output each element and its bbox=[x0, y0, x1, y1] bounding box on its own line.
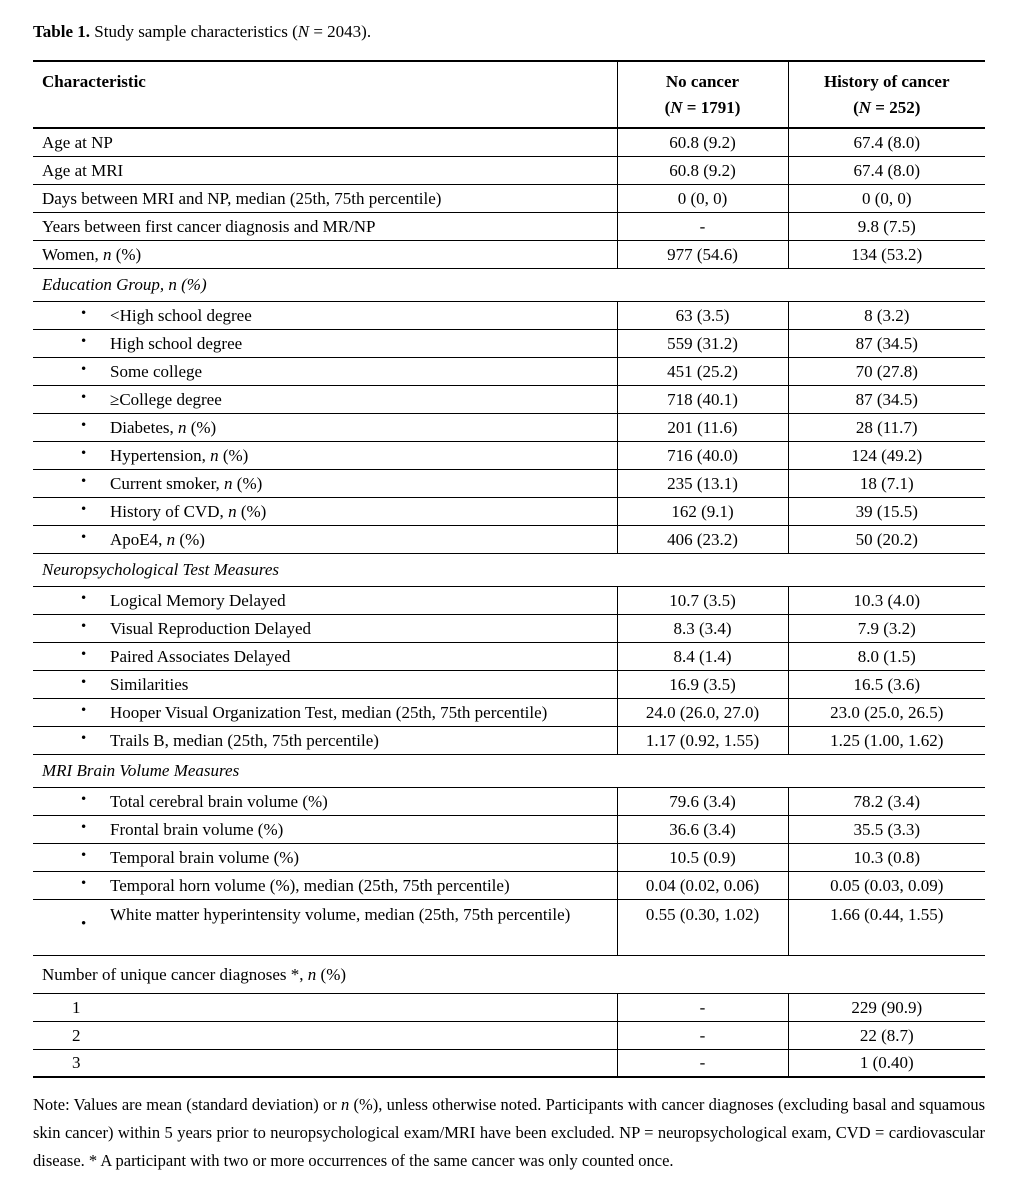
history-of-cancer-value-cell: 10.3 (0.8) bbox=[788, 843, 985, 871]
table-row bbox=[33, 698, 985, 726]
bullet-icon: • bbox=[81, 618, 87, 635]
text-segment: n bbox=[177, 417, 187, 437]
text-segment: Table 1. bbox=[33, 22, 91, 41]
table-row bbox=[33, 469, 985, 497]
text-segment: N bbox=[670, 98, 683, 117]
characteristic-cell bbox=[33, 787, 617, 815]
text-segment: (%), unless otherwise noted. Participants with cancer diagnoses (excluding basal and squamous skin cancer) within 5 years prior to neuropsychological exam/MRI have been excluded. NP = neuropsychological exam, CVD = cardiovascular disease. * A participant with two or more occurrences of the same cancer was only counted once. bbox=[33, 1095, 985, 1170]
characteristic-cell bbox=[33, 698, 617, 726]
history-of-cancer-value-cell: 78.2 (3.4) bbox=[788, 787, 985, 815]
table-row bbox=[33, 614, 985, 642]
no-cancer-value-cell: 36.6 (3.4) bbox=[617, 815, 788, 843]
text-segment: N bbox=[297, 22, 310, 41]
no-cancer-value-cell: 201 (11.6) bbox=[617, 413, 788, 441]
table-row bbox=[33, 357, 985, 385]
bullet-icon: • bbox=[81, 389, 87, 406]
characteristic-cell bbox=[33, 240, 617, 268]
text-segment: Temporal brain volume (%) bbox=[110, 847, 300, 867]
table-row bbox=[33, 642, 985, 670]
history-of-cancer-value-cell: 229 (90.9) bbox=[788, 993, 985, 1021]
no-cancer-value-cell: 451 (25.2) bbox=[617, 357, 788, 385]
characteristic-cell bbox=[33, 1049, 617, 1077]
history-of-cancer-value-cell: 8.0 (1.5) bbox=[788, 642, 985, 670]
history-of-cancer-value-cell: 50 (20.2) bbox=[788, 525, 985, 553]
history-of-cancer-value-cell: 8 (3.2) bbox=[788, 301, 985, 329]
text-segment: ≥College degree bbox=[110, 389, 222, 409]
characteristic-cell bbox=[33, 1021, 617, 1049]
bullet-icon: • bbox=[81, 590, 87, 607]
section-header-label bbox=[33, 268, 985, 301]
bullet-icon: • bbox=[81, 915, 87, 932]
no-cancer-value-cell: - bbox=[617, 212, 788, 240]
text-segment: (%) bbox=[175, 529, 205, 549]
characteristic-cell bbox=[33, 329, 617, 357]
no-cancer-value-cell: 8.4 (1.4) bbox=[617, 642, 788, 670]
bullet-icon: • bbox=[81, 646, 87, 663]
text-segment: Number of unique cancer diagnoses *, bbox=[42, 964, 308, 984]
text-segment: ( bbox=[853, 98, 859, 117]
col-header-history-of-cancer bbox=[788, 61, 985, 128]
characteristic-cell bbox=[33, 670, 617, 698]
col-header-characteristic: Characteristic bbox=[42, 72, 146, 91]
table-row bbox=[33, 871, 985, 899]
no-cancer-value-cell: 0.55 (0.30, 1.02) bbox=[617, 899, 788, 955]
text-segment: History of cancer bbox=[823, 72, 950, 91]
history-of-cancer-value-cell: 16.5 (3.6) bbox=[788, 670, 985, 698]
history-of-cancer-value-cell: 23.0 (25.0, 26.5) bbox=[788, 698, 985, 726]
no-cancer-value-cell: 60.8 (9.2) bbox=[617, 156, 788, 184]
bullet-icon: • bbox=[81, 791, 87, 808]
text-segment: n bbox=[341, 1095, 350, 1114]
table-caption bbox=[33, 21, 985, 43]
characteristic-cell bbox=[33, 525, 617, 553]
study-sample-characteristics-table bbox=[33, 60, 985, 1078]
section-header-label bbox=[33, 955, 985, 993]
table-row bbox=[33, 301, 985, 329]
bullet-icon: • bbox=[81, 819, 87, 836]
bullet-icon: • bbox=[81, 529, 87, 546]
table-row bbox=[33, 212, 985, 240]
characteristic-cell bbox=[33, 815, 617, 843]
text-segment: Some college bbox=[110, 361, 203, 381]
text-segment: Logical Memory Delayed bbox=[110, 590, 286, 610]
table-row bbox=[33, 525, 985, 553]
characteristic-cell bbox=[33, 993, 617, 1021]
no-cancer-value-cell: 10.5 (0.9) bbox=[617, 843, 788, 871]
history-of-cancer-value-cell: 67.4 (8.0) bbox=[788, 156, 985, 184]
history-of-cancer-value-cell: 35.5 (3.3) bbox=[788, 815, 985, 843]
history-of-cancer-value-cell: 1.66 (0.44, 1.55) bbox=[788, 899, 985, 955]
characteristic-cell bbox=[33, 156, 617, 184]
no-cancer-value-cell: 0 (0, 0) bbox=[617, 184, 788, 212]
text-segment: (%) bbox=[111, 244, 142, 264]
text-segment: ( bbox=[664, 98, 671, 117]
text-segment: n bbox=[210, 445, 219, 465]
characteristic-cell bbox=[33, 642, 617, 670]
no-cancer-value-cell: 406 (23.2) bbox=[617, 525, 788, 553]
history-of-cancer-value-cell: 67.4 (8.0) bbox=[788, 128, 985, 156]
table-row bbox=[33, 586, 985, 614]
no-cancer-value-cell: 60.8 (9.2) bbox=[617, 128, 788, 156]
text-segment: n bbox=[224, 473, 233, 493]
table-note bbox=[33, 1091, 985, 1175]
characteristic-cell bbox=[33, 899, 617, 955]
text-segment: n bbox=[102, 244, 112, 264]
characteristic-cell bbox=[33, 441, 617, 469]
text-segment: Total cerebral brain volume (%) bbox=[110, 791, 328, 811]
table-row bbox=[33, 1021, 985, 1049]
text-segment: ApoE4, bbox=[110, 529, 167, 549]
table-row bbox=[33, 128, 985, 156]
table-row bbox=[33, 993, 985, 1021]
history-of-cancer-value-cell: 87 (34.5) bbox=[788, 329, 985, 357]
characteristic-cell bbox=[33, 469, 617, 497]
text-segment: = 2043). bbox=[309, 22, 372, 41]
history-of-cancer-value-cell: 1 (0.40) bbox=[788, 1049, 985, 1077]
history-of-cancer-value-cell: 9.8 (7.5) bbox=[788, 212, 985, 240]
text-segment: n bbox=[307, 964, 317, 984]
bullet-icon: • bbox=[81, 501, 87, 518]
bullet-icon: • bbox=[81, 702, 87, 719]
text-segment: 3 bbox=[72, 1053, 81, 1073]
bullet-icon: • bbox=[81, 847, 87, 864]
no-cancer-value-cell: - bbox=[617, 1049, 788, 1077]
bullet-icon: • bbox=[81, 333, 87, 350]
characteristic-cell bbox=[33, 871, 617, 899]
bullet-icon: • bbox=[81, 417, 87, 434]
bullet-icon: • bbox=[81, 730, 87, 747]
text-segment: Diabetes, bbox=[110, 417, 178, 437]
text-segment: Neuropsychological Test Measures bbox=[42, 560, 280, 579]
text-segment: Temporal horn volume (%), median (25th, 75th percentile) bbox=[110, 875, 510, 895]
history-of-cancer-value-cell: 87 (34.5) bbox=[788, 385, 985, 413]
characteristic-cell bbox=[33, 586, 617, 614]
table-row bbox=[33, 156, 985, 184]
section-header-label bbox=[33, 553, 985, 586]
bullet-icon: • bbox=[81, 674, 87, 691]
no-cancer-value-cell: 10.7 (3.5) bbox=[617, 586, 788, 614]
characteristic-cell bbox=[33, 726, 617, 754]
text-segment: White matter hyperintensity volume, median (25th, 75th percentile) bbox=[110, 904, 571, 924]
bullet-icon: • bbox=[81, 445, 87, 462]
no-cancer-value-cell: 977 (54.6) bbox=[617, 240, 788, 268]
text-segment: n bbox=[228, 501, 237, 521]
history-of-cancer-value-cell: 124 (49.2) bbox=[788, 441, 985, 469]
history-of-cancer-value-cell: 1.25 (1.00, 1.62) bbox=[788, 726, 985, 754]
text-segment: 2 bbox=[72, 1025, 81, 1045]
table-row bbox=[33, 670, 985, 698]
table-row bbox=[33, 843, 985, 871]
text-segment: Trails B, median (25th, 75th percentile) bbox=[110, 730, 379, 750]
table-row bbox=[33, 899, 985, 955]
text-segment: (%) bbox=[236, 501, 267, 521]
text-segment: Women, bbox=[42, 244, 103, 264]
history-of-cancer-value-cell: 70 (27.8) bbox=[788, 357, 985, 385]
section-header-label bbox=[33, 754, 985, 787]
text-segment: n bbox=[166, 529, 176, 549]
table-row bbox=[33, 240, 985, 268]
no-cancer-value-cell: 8.3 (3.4) bbox=[617, 614, 788, 642]
characteristic-cell bbox=[33, 301, 617, 329]
text-segment: Frontal brain volume (%) bbox=[110, 819, 284, 839]
text-segment: (%) bbox=[316, 964, 347, 984]
characteristic-cell bbox=[33, 413, 617, 441]
text-segment: (%) bbox=[186, 417, 217, 437]
text-segment: Visual Reproduction Delayed bbox=[110, 618, 312, 638]
text-segment: (%) bbox=[218, 445, 249, 465]
text-segment: <High school degree bbox=[110, 305, 252, 325]
no-cancer-value-cell: 718 (40.1) bbox=[617, 385, 788, 413]
text-segment: 1 bbox=[72, 997, 81, 1017]
text-segment: Hypertension, bbox=[110, 445, 211, 465]
characteristic-cell bbox=[33, 357, 617, 385]
table-row bbox=[33, 815, 985, 843]
text-segment: = 1791) bbox=[682, 98, 741, 117]
history-of-cancer-value-cell: 28 (11.7) bbox=[788, 413, 985, 441]
history-of-cancer-value-cell: 0 (0, 0) bbox=[788, 184, 985, 212]
text-segment: Education Group, n (%) bbox=[42, 275, 207, 294]
characteristic-cell bbox=[33, 843, 617, 871]
characteristic-cell bbox=[33, 212, 617, 240]
no-cancer-value-cell: 162 (9.1) bbox=[617, 497, 788, 525]
no-cancer-value-cell: 559 (31.2) bbox=[617, 329, 788, 357]
text-segment: MRI Brain Volume Measures bbox=[42, 761, 240, 780]
table-row bbox=[33, 441, 985, 469]
section-header-row bbox=[33, 268, 985, 301]
history-of-cancer-value-cell: 22 (8.7) bbox=[788, 1021, 985, 1049]
text-segment: = 252) bbox=[871, 98, 921, 117]
no-cancer-value-cell: 24.0 (26.0, 27.0) bbox=[617, 698, 788, 726]
col-header-no-cancer bbox=[617, 61, 788, 128]
history-of-cancer-value-cell: 18 (7.1) bbox=[788, 469, 985, 497]
bullet-icon: • bbox=[81, 473, 87, 490]
history-of-cancer-value-cell: 0.05 (0.03, 0.09) bbox=[788, 871, 985, 899]
section-header-row bbox=[33, 955, 985, 993]
history-of-cancer-value-cell: 39 (15.5) bbox=[788, 497, 985, 525]
characteristic-cell bbox=[33, 184, 617, 212]
text-segment: Note: Values are mean (standard deviation) or bbox=[33, 1095, 342, 1114]
section-header-row bbox=[33, 553, 985, 586]
no-cancer-value-cell: - bbox=[617, 993, 788, 1021]
no-cancer-value-cell: 0.04 (0.02, 0.06) bbox=[617, 871, 788, 899]
text-segment: History of CVD, bbox=[110, 501, 229, 521]
bullet-icon: • bbox=[81, 875, 87, 892]
text-segment: (%) bbox=[232, 473, 263, 493]
characteristic-cell bbox=[33, 128, 617, 156]
text-segment: Age at MRI bbox=[42, 160, 124, 180]
text-segment: No cancer bbox=[665, 72, 740, 91]
no-cancer-value-cell: 79.6 (3.4) bbox=[617, 787, 788, 815]
no-cancer-value-cell: 1.17 (0.92, 1.55) bbox=[617, 726, 788, 754]
table-row bbox=[33, 329, 985, 357]
table-row bbox=[33, 1049, 985, 1077]
header-row bbox=[33, 61, 985, 128]
text-segment: High school degree bbox=[110, 333, 243, 353]
no-cancer-value-cell: 235 (13.1) bbox=[617, 469, 788, 497]
history-of-cancer-value-cell: 10.3 (4.0) bbox=[788, 586, 985, 614]
characteristic-cell bbox=[33, 385, 617, 413]
section-header-row bbox=[33, 754, 985, 787]
table-row bbox=[33, 184, 985, 212]
text-segment: Study sample characteristics ( bbox=[90, 22, 298, 41]
no-cancer-value-cell: 63 (3.5) bbox=[617, 301, 788, 329]
no-cancer-value-cell: 16.9 (3.5) bbox=[617, 670, 788, 698]
no-cancer-value-cell: 716 (40.0) bbox=[617, 441, 788, 469]
text-segment: N bbox=[858, 98, 872, 117]
text-segment: Years between first cancer diagnosis and MR/NP bbox=[42, 216, 376, 236]
history-of-cancer-value-cell: 7.9 (3.2) bbox=[788, 614, 985, 642]
bullet-icon: • bbox=[81, 305, 87, 322]
table-row bbox=[33, 787, 985, 815]
text-segment: Hooper Visual Organization Test, median (25th, 75th percentile) bbox=[110, 702, 548, 722]
table-row bbox=[33, 385, 985, 413]
table-row bbox=[33, 726, 985, 754]
table-row bbox=[33, 497, 985, 525]
characteristic-cell bbox=[33, 614, 617, 642]
history-of-cancer-value-cell: 134 (53.2) bbox=[788, 240, 985, 268]
text-segment: Current smoker, bbox=[110, 473, 225, 493]
characteristic-cell bbox=[33, 497, 617, 525]
text-segment: Similarities bbox=[110, 674, 189, 694]
text-segment: Paired Associates Delayed bbox=[110, 646, 291, 666]
text-segment: Days between MRI and NP, median (25th, 75th percentile) bbox=[42, 188, 442, 208]
text-segment: Age at NP bbox=[42, 132, 113, 152]
bullet-icon: • bbox=[81, 361, 87, 378]
table-row bbox=[33, 413, 985, 441]
no-cancer-value-cell: - bbox=[617, 1021, 788, 1049]
